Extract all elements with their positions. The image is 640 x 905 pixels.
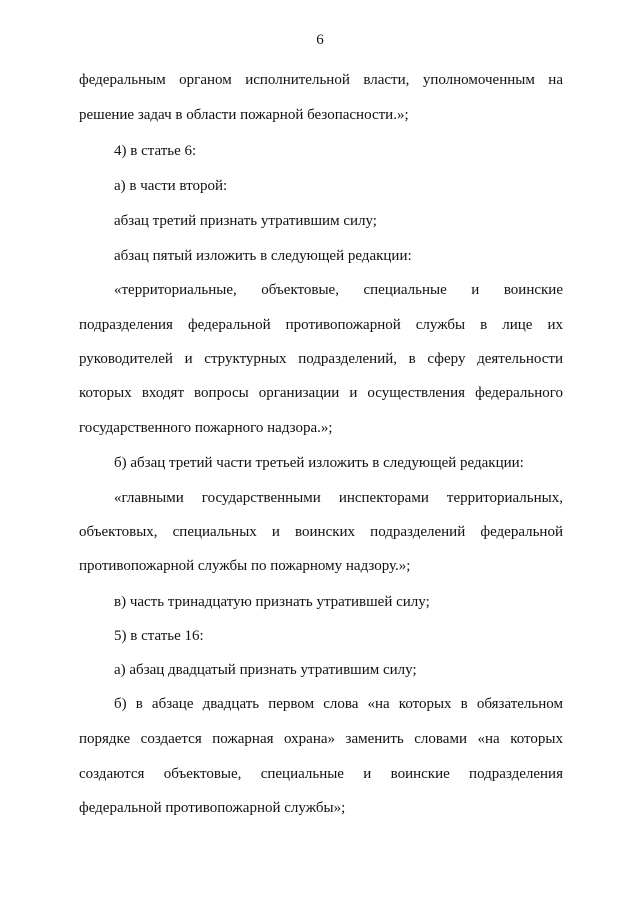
text-line: абзац пятый изложить в следующей редакции: [114, 248, 412, 264]
text-line: а) абзац двадцатый признать утратившим силу; [114, 662, 417, 678]
text-line: государственного пожарного надзора.»; [79, 420, 333, 436]
text-line: противопожарной службы по пожарному надзору.»; [79, 558, 411, 574]
text-line: объектовых, специальных и воинских подразделений федеральной [79, 524, 563, 540]
text-line: б) абзац третий части третьей изложить в следующей редакции: [114, 455, 524, 471]
text-line: подразделения федеральной противопожарной службы в лице их [79, 317, 563, 333]
text-line: абзац третий признать утратившим силу; [114, 213, 377, 229]
text-line: «главными государственными инспекторами территориальных, [114, 490, 563, 506]
page-number: 6 [316, 32, 324, 48]
text-line: б) в абзаце двадцать первом слова «на которых в обязательном [114, 696, 563, 712]
text-line: а) в части второй: [114, 178, 228, 194]
text-line: которых входят вопросы организации и осуществления федерального [79, 385, 563, 401]
text-line: создаются объектовые, специальные и воинские подразделения [79, 766, 563, 782]
text-line: 5) в статье 16: [114, 628, 204, 644]
text-line: порядке создается пожарная охрана» заменить словами «на которых [79, 731, 563, 747]
text-line: «территориальные, объектовые, специальные и воинские [114, 282, 563, 298]
text-line: федеральным органом исполнительной власти, уполномоченным на [79, 72, 563, 88]
text-line: в) часть тринадцатую признать утратившей силу; [114, 594, 430, 610]
text-line: федеральной противопожарной службы»; [79, 800, 346, 816]
text-line: руководителей и структурных подразделений, в сферу деятельности [79, 351, 563, 367]
text-line: решение задач в области пожарной безопасности.»; [79, 107, 409, 123]
text-line: 4) в статье 6: [114, 143, 197, 159]
